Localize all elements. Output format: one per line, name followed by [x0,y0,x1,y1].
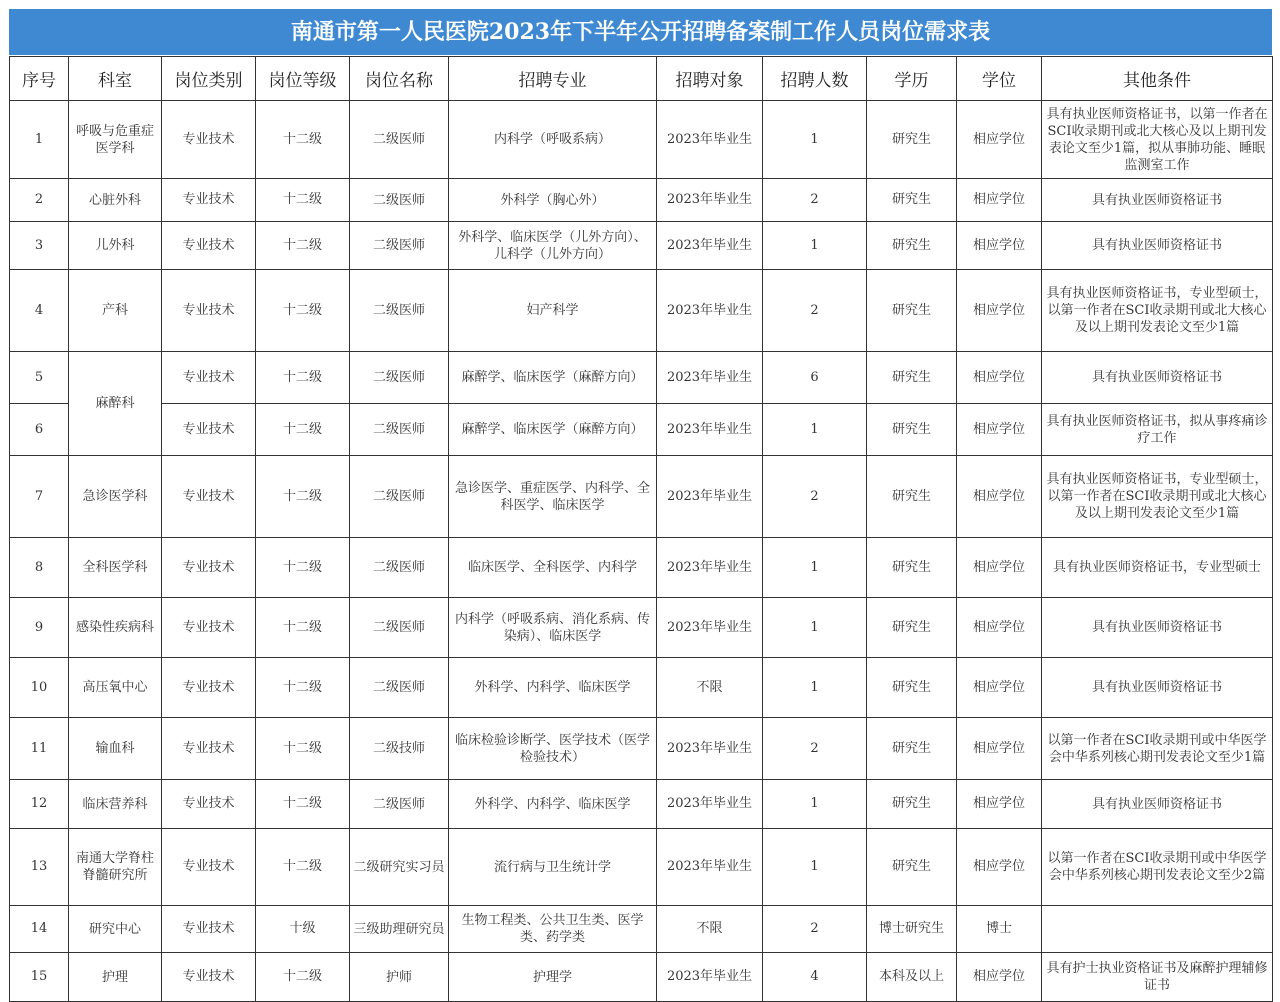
cell-education: 研究生 [867,718,957,780]
cell-target: 2023年毕业生 [657,179,763,222]
header-cell-department: 科室 [69,57,162,101]
cell-department: 高压氧中心 [69,658,162,718]
cell-post-name: 护师 [350,953,449,1002]
table-body [10,101,1273,1002]
cell-count: 1 [763,404,867,456]
cell-post-level: 十二级 [256,780,350,829]
cell-target: 2023年毕业生 [657,718,763,780]
cell-post-name: 二级医师 [350,456,449,538]
cell-post-category: 专业技术 [162,404,256,456]
cell-degree: 相应学位 [957,101,1042,179]
cell-target: 2023年毕业生 [657,404,763,456]
cell-education: 研究生 [867,658,957,718]
cell-post-level: 十二级 [256,222,350,270]
cell-count: 4 [763,953,867,1002]
cell-department: 呼吸与危重症医学科 [69,101,162,179]
cell-index: 7 [10,456,69,538]
cell-degree: 相应学位 [957,953,1042,1002]
cell-other: 具有执业医师资格证书 [1042,598,1273,658]
cell-count: 1 [763,598,867,658]
cell-post-name: 二级医师 [350,270,449,352]
header-cell-post-name: 岗位名称 [350,57,449,101]
header-cell-count: 招聘人数 [763,57,867,101]
cell-education: 研究生 [867,404,957,456]
cell-other: 具有执业医师资格证书，专业型硕士，以第一作者在SCI收录期刊或北大核心及以上期刊发表论文至少1篇 [1042,270,1273,352]
cell-major: 内科学（呼吸系病） [449,101,657,179]
cell-count: 2 [763,179,867,222]
table-row [10,598,1273,658]
cell-target: 2023年毕业生 [657,953,763,1002]
cell-post-category: 专业技术 [162,906,256,953]
table-row [10,538,1273,598]
cell-post-level: 十二级 [256,456,350,538]
cell-post-name: 二级医师 [350,404,449,456]
cell-count: 2 [763,456,867,538]
cell-education: 研究生 [867,780,957,829]
cell-count: 2 [763,718,867,780]
cell-major: 急诊医学、重症医学、内科学、全科医学、临床医学 [449,456,657,538]
cell-major: 护理学 [449,953,657,1002]
table-row [10,270,1273,352]
cell-degree: 相应学位 [957,352,1042,404]
cell-post-level: 十二级 [256,953,350,1002]
cell-count: 1 [763,780,867,829]
cell-target: 2023年毕业生 [657,270,763,352]
cell-department: 心脏外科 [69,179,162,222]
table-row [10,179,1273,222]
header-cell-major: 招聘专业 [449,57,657,101]
cell-target: 2023年毕业生 [657,222,763,270]
cell-target: 2023年毕业生 [657,352,763,404]
cell-post-name: 二级医师 [350,780,449,829]
cell-degree: 博士 [957,906,1042,953]
cell-post-level: 十二级 [256,658,350,718]
cell-post-category: 专业技术 [162,456,256,538]
cell-index: 8 [10,538,69,598]
header-row [10,57,1273,101]
cell-post-level: 十二级 [256,829,350,906]
cell-other: 具有执业医师资格证书 [1042,179,1273,222]
cell-major: 外科学、内科学、临床医学 [449,780,657,829]
cell-department: 南通大学脊柱脊髓研究所 [69,829,162,906]
cell-post-category: 专业技术 [162,352,256,404]
cell-target: 不限 [657,906,763,953]
cell-count: 1 [763,538,867,598]
cell-post-category: 专业技术 [162,101,256,179]
cell-post-level: 十二级 [256,270,350,352]
cell-other: 具有护士执业资格证书及麻醉护理辅修证书 [1042,953,1273,1002]
header-cell-post-category: 岗位类别 [162,57,256,101]
cell-target: 2023年毕业生 [657,456,763,538]
cell-degree: 相应学位 [957,538,1042,598]
header-cell-target: 招聘对象 [657,57,763,101]
cell-department: 急诊医学科 [69,456,162,538]
cell-degree: 相应学位 [957,780,1042,829]
cell-education: 研究生 [867,829,957,906]
cell-degree: 相应学位 [957,456,1042,538]
cell-other: 具有执业医师资格证书，专业型硕士 [1042,538,1273,598]
cell-education: 研究生 [867,538,957,598]
cell-post-name: 二级医师 [350,222,449,270]
cell-major: 生物工程类、公共卫生类、医学类、药学类 [449,906,657,953]
table-row [10,456,1273,538]
cell-major: 外科学、内科学、临床医学 [449,658,657,718]
cell-index: 2 [10,179,69,222]
cell-department: 感染性疾病科 [69,598,162,658]
table-row [10,953,1273,1002]
table-row [10,352,1273,404]
cell-degree: 相应学位 [957,270,1042,352]
cell-post-category: 专业技术 [162,222,256,270]
cell-department: 儿外科 [69,222,162,270]
cell-education: 研究生 [867,179,957,222]
cell-department: 护理 [69,953,162,1002]
cell-post-category: 专业技术 [162,780,256,829]
table-row [10,404,1273,456]
cell-index: 1 [10,101,69,179]
cell-degree: 相应学位 [957,222,1042,270]
cell-major: 妇产科学 [449,270,657,352]
cell-post-name: 三级助理研究员 [350,906,449,953]
cell-department: 产科 [69,270,162,352]
cell-other: 以第一作者在SCI收录期刊或中华医学会中华系列核心期刊发表论文至少1篇 [1042,718,1273,780]
cell-post-name: 二级医师 [350,598,449,658]
cell-index: 3 [10,222,69,270]
table-row [10,718,1273,780]
cell-other [1042,906,1273,953]
cell-department: 全科医学科 [69,538,162,598]
cell-count: 1 [763,222,867,270]
cell-count: 1 [763,101,867,179]
cell-index: 10 [10,658,69,718]
cell-department: 麻醉科 [69,352,162,456]
cell-education: 本科及以上 [867,953,957,1002]
cell-post-category: 专业技术 [162,179,256,222]
cell-target: 2023年毕业生 [657,829,763,906]
cell-post-category: 专业技术 [162,829,256,906]
table-row [10,780,1273,829]
header-cell-post-level: 岗位等级 [256,57,350,101]
cell-post-level: 十级 [256,906,350,953]
cell-post-name: 二级技师 [350,718,449,780]
cell-post-level: 十二级 [256,352,350,404]
table-row [10,101,1273,179]
cell-post-level: 十二级 [256,538,350,598]
cell-education: 博士研究生 [867,906,957,953]
cell-other: 具有执业医师资格证书，拟从事疼痛诊疗工作 [1042,404,1273,456]
cell-post-level: 十二级 [256,718,350,780]
cell-department: 输血科 [69,718,162,780]
cell-index: 12 [10,780,69,829]
cell-post-name: 二级医师 [350,352,449,404]
cell-index: 5 [10,352,69,404]
cell-major: 临床医学、全科医学、内科学 [449,538,657,598]
cell-education: 研究生 [867,352,957,404]
cell-post-level: 十二级 [256,404,350,456]
page-title: 南通市第一人民医院2023年下半年公开招聘备案制工作人员岗位需求表 [9,9,1272,55]
cell-index: 11 [10,718,69,780]
cell-degree: 相应学位 [957,718,1042,780]
cell-education: 研究生 [867,270,957,352]
header-cell-degree: 学位 [957,57,1042,101]
cell-other: 具有执业医师资格证书 [1042,352,1273,404]
cell-post-category: 专业技术 [162,538,256,598]
cell-major: 麻醉学、临床医学（麻醉方向） [449,404,657,456]
table-row [10,658,1273,718]
cell-other: 具有执业医师资格证书 [1042,222,1273,270]
cell-target: 不限 [657,658,763,718]
cell-post-category: 专业技术 [162,270,256,352]
cell-department: 临床营养科 [69,780,162,829]
cell-count: 6 [763,352,867,404]
cell-post-level: 十二级 [256,101,350,179]
cell-education: 研究生 [867,101,957,179]
cell-index: 15 [10,953,69,1002]
cell-count: 2 [763,270,867,352]
cell-major: 麻醉学、临床医学（麻醉方向） [449,352,657,404]
cell-education: 研究生 [867,456,957,538]
cell-degree: 相应学位 [957,179,1042,222]
header-cell-other: 其他条件 [1042,57,1273,101]
cell-other: 具有执业医师资格证书，以第一作者在SCI收录期刊或北大核心及以上期刊发表论文至少1篇，拟从事肺功能、睡眠监测室工作 [1042,101,1273,179]
cell-major: 临床检验诊断学、医学技术（医学检验技术） [449,718,657,780]
cell-post-name: 二级医师 [350,538,449,598]
cell-major: 外科学（胸心外） [449,179,657,222]
cell-index: 14 [10,906,69,953]
cell-department: 研究中心 [69,906,162,953]
cell-degree: 相应学位 [957,658,1042,718]
cell-major: 外科学、临床医学（儿外方向）、儿科学（儿外方向） [449,222,657,270]
cell-other: 以第一作者在SCI收录期刊或中华医学会中华系列核心期刊发表论文至少2篇 [1042,829,1273,906]
cell-major: 流行病与卫生统计学 [449,829,657,906]
cell-degree: 相应学位 [957,404,1042,456]
cell-target: 2023年毕业生 [657,598,763,658]
cell-post-category: 专业技术 [162,953,256,1002]
cell-index: 9 [10,598,69,658]
cell-degree: 相应学位 [957,829,1042,906]
cell-post-category: 专业技术 [162,598,256,658]
cell-post-level: 十二级 [256,179,350,222]
cell-other: 具有执业医师资格证书，专业型硕士，以第一作者在SCI收录期刊或北大核心及以上期刊发表论文至少1篇 [1042,456,1273,538]
cell-count: 1 [763,829,867,906]
cell-post-level: 十二级 [256,598,350,658]
cell-post-category: 专业技术 [162,658,256,718]
cell-post-name: 二级医师 [350,101,449,179]
table-row [10,829,1273,906]
cell-major: 内科学（呼吸系病、消化系病、传染病）、临床医学 [449,598,657,658]
cell-target: 2023年毕业生 [657,780,763,829]
cell-index: 6 [10,404,69,456]
header-cell-education: 学历 [867,57,957,101]
table-row [10,222,1273,270]
cell-degree: 相应学位 [957,598,1042,658]
cell-education: 研究生 [867,598,957,658]
table-row [10,906,1273,953]
cell-post-name: 二级医师 [350,658,449,718]
cell-post-name: 二级医师 [350,179,449,222]
cell-target: 2023年毕业生 [657,538,763,598]
cell-post-name: 二级研究实习员 [350,829,449,906]
cell-index: 4 [10,270,69,352]
cell-post-category: 专业技术 [162,718,256,780]
cell-education: 研究生 [867,222,957,270]
header-cell-index: 序号 [10,57,69,101]
cell-count: 2 [763,906,867,953]
cell-count: 1 [763,658,867,718]
recruitment-table [9,56,1273,1002]
cell-target: 2023年毕业生 [657,101,763,179]
cell-other: 具有执业医师资格证书 [1042,658,1273,718]
cell-index: 13 [10,829,69,906]
cell-other: 具有执业医师资格证书 [1042,780,1273,829]
